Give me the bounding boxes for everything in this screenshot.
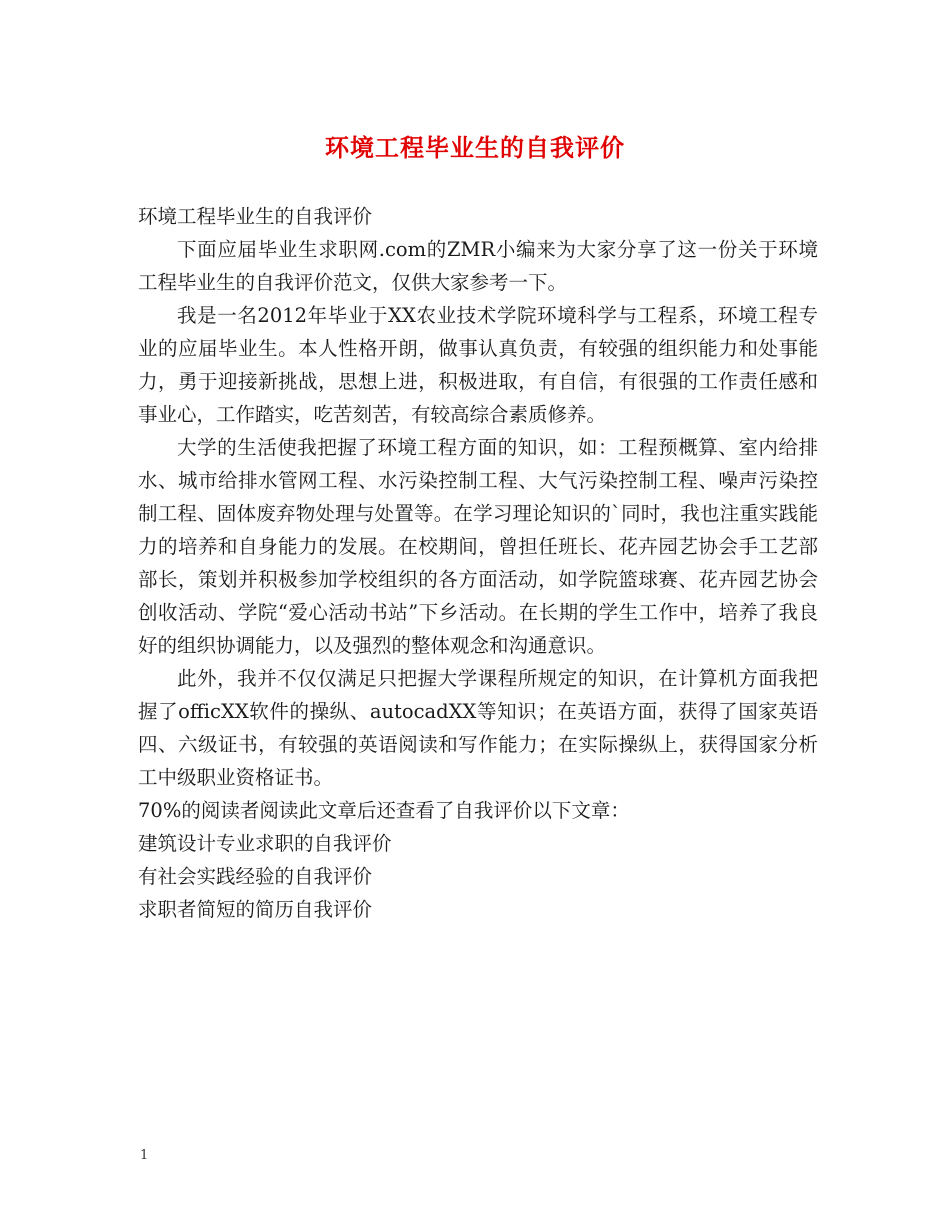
- related-article-link-3[interactable]: 求职者简短的简历自我评价: [138, 898, 373, 921]
- paragraph-self-introduction: 我是一名2012年毕业于XX农业技术学院环境科学与工程系，环境工程专业的应届毕业生。本人性格开朗，做事认真负责，有较强的组织能力和处事能力，勇于迎接新挑战，思想上进，积极进取，有自信，有很强的工作责任感和事业心，工作踏实，吃苦刻苦，有较高综合素质修养。: [138, 304, 818, 426]
- document-subtitle: 环境工程毕业生的自我评价: [138, 205, 373, 228]
- paragraph-university-life: 大学的生活使我把握了环境工程方面的知识，如：工程预概算、室内给排水、城市给排水管网工程、水污染控制工程、大气污染控制工程、噪声污染控制工程、固体废弃物处理与处置等。在学习理论知识的`同时，我也注重实践能力的培养和自身能力的发展。在校期间，曾担任班长、花卉园艺协会手工艺部部长，策划并积极参加学校组织的各方面活动，如学院篮球赛、花卉园艺协会创收活动、学院“爱心活动书站”下乡活动。在长期的学生工作中，培养了我良好的组织协调能力，以及强烈的整体观念和沟通意识。: [138, 436, 818, 657]
- paragraph-skills: 此外，我并不仅仅满足只把握大学课程所规定的知识，在计算机方面我把握了officXX软件的操纵、autocadXX等知识；在英语方面，获得了国家英语四、六级证书，有较强的英语阅读和写作能力；在实际操纵上，获得国家分析工中级职业资格证书。: [138, 667, 818, 789]
- page-number: 1: [140, 1148, 149, 1163]
- related-articles-intro: 70%的阅读者阅读此文章后还查看了自我评价以下文章：: [138, 799, 630, 822]
- related-article-link-1[interactable]: 建筑设计专业求职的自我评价: [138, 832, 392, 855]
- document-body: [138, 200, 818, 926]
- page-title: 环境工程毕业生的自我评价: [325, 133, 625, 162]
- paragraph-intro: 下面应届毕业生求职网.com的ZMR小编来为大家分享了这一份关于环境工程毕业生的自我评价范文，仅供大家参考一下。: [138, 238, 818, 294]
- related-article-link-2[interactable]: 有社会实践经验的自我评价: [138, 865, 373, 888]
